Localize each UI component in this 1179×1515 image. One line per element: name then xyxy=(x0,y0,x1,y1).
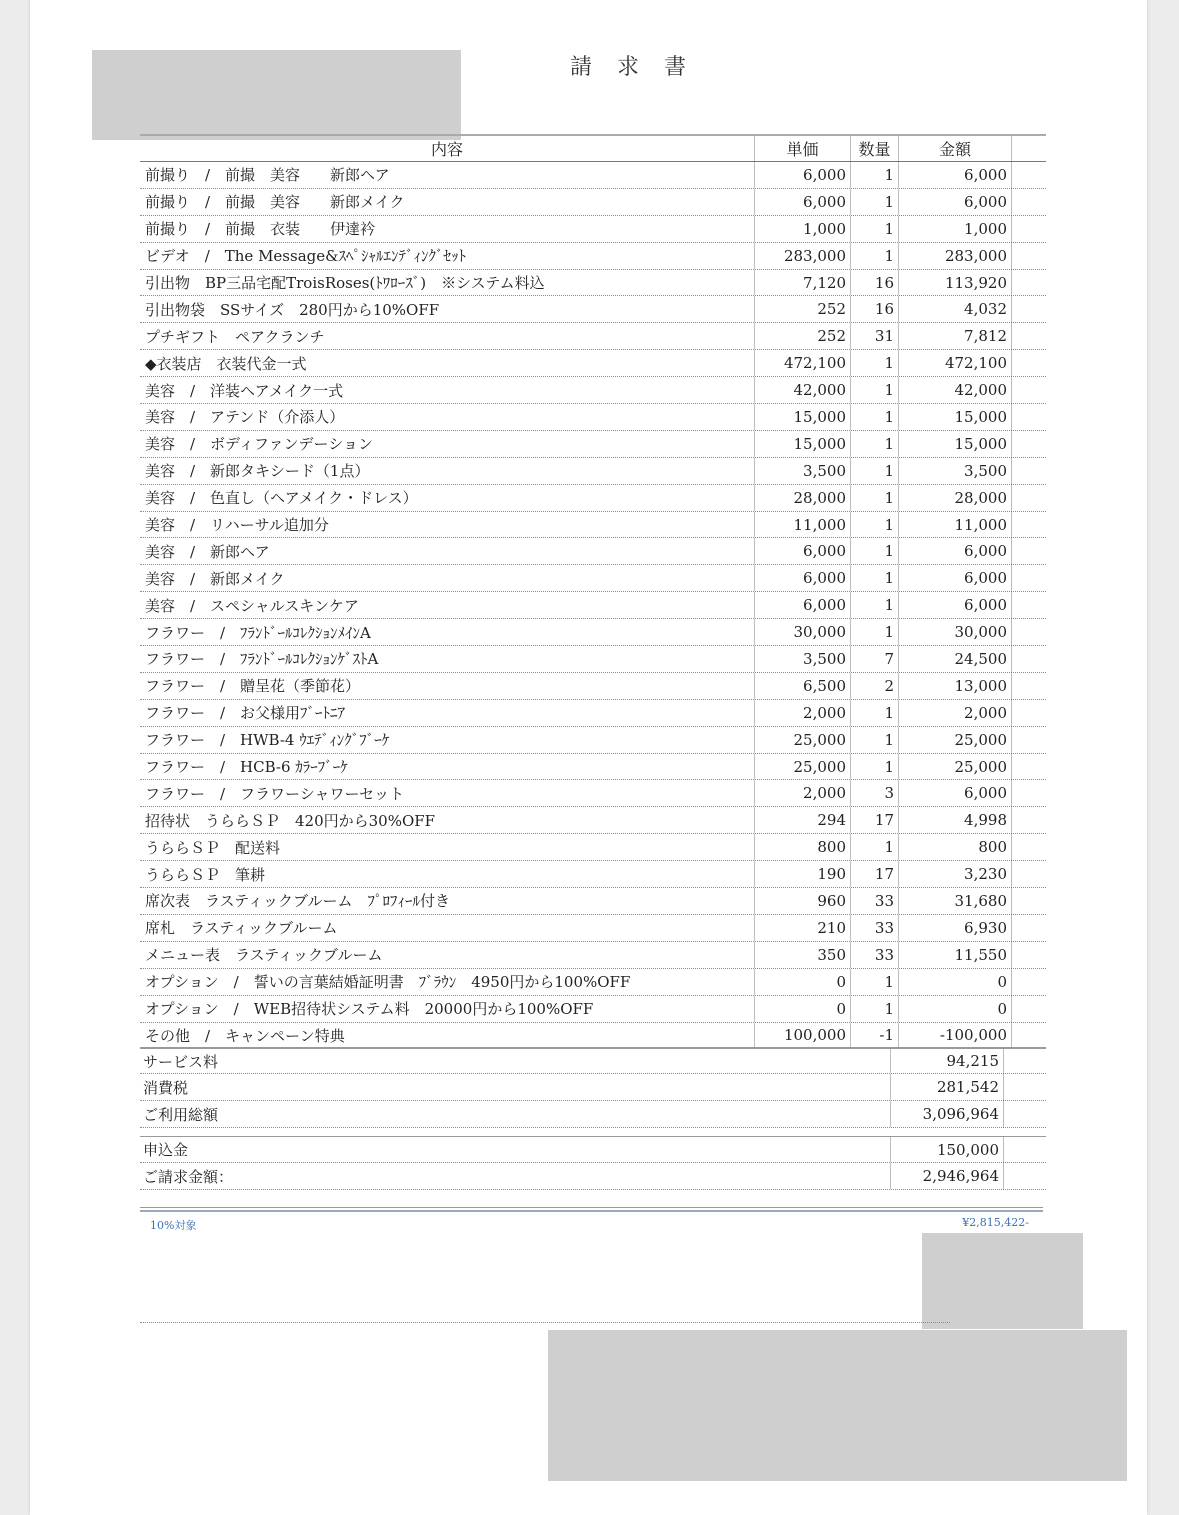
item-desc: フラワー / ﾌﾗﾝﾄﾞｰﾙｺﾚｸｼｮﾝｹﾞｽﾄA xyxy=(145,650,379,669)
table-row xyxy=(140,861,1046,888)
item-amount: 472,100 xyxy=(898,350,1012,376)
item-amount: 3,500 xyxy=(898,458,1012,484)
item-price: 294 xyxy=(754,807,850,833)
header-price: 単価 xyxy=(754,136,850,161)
table-row xyxy=(140,915,1046,942)
service-fee-row xyxy=(140,1047,1046,1074)
item-qty: 1 xyxy=(850,969,898,995)
item-amount: 7,812 xyxy=(898,323,1012,349)
item-desc: 引出物 BP三品宅配TroisRoses(ﾄﾜﾛｰｽﾞ) ※システム料込 xyxy=(145,274,545,292)
item-amount: 6,930 xyxy=(898,915,1012,941)
item-qty: 1 xyxy=(850,243,898,269)
item-qty: 31 xyxy=(850,323,898,349)
tax-target-amount: ¥2,815,422- xyxy=(962,1216,1029,1229)
table-row xyxy=(140,1023,1046,1050)
total-usage-amount: 3,096,964 xyxy=(890,1101,1004,1127)
redacted-block xyxy=(92,50,461,140)
item-price: 283,000 xyxy=(754,243,850,269)
table-row xyxy=(140,538,1046,565)
table-row xyxy=(140,942,1046,969)
item-amount: 15,000 xyxy=(898,431,1012,457)
item-desc: 前撮り / 前撮 美容 新郎メイク xyxy=(145,193,405,212)
item-qty: 1 xyxy=(850,162,898,188)
item-price: 6,000 xyxy=(754,189,850,215)
item-desc: 美容 / アテンド（介添人） xyxy=(145,408,345,427)
item-price: 800 xyxy=(754,834,850,860)
item-price: 0 xyxy=(754,996,850,1022)
item-amount: 6,000 xyxy=(898,565,1012,591)
item-desc: その他 / キャンペーン特典 xyxy=(145,1026,345,1045)
billing-amount-label: ご請求金額： xyxy=(143,1167,234,1186)
item-amount: 1,000 xyxy=(898,216,1012,242)
item-desc: 引出物袋 SSサイズ 280円から10%OFF xyxy=(145,300,440,319)
item-desc: フラワー / ﾌﾗﾝﾄﾞｰﾙｺﾚｸｼｮﾝﾒｲﾝA xyxy=(145,623,371,642)
item-amount: 4,998 xyxy=(898,807,1012,833)
table-row xyxy=(140,646,1046,673)
table-row xyxy=(140,404,1046,431)
item-amount: 4,032 xyxy=(898,296,1012,322)
item-amount: 11,550 xyxy=(898,942,1012,968)
item-amount: 6,000 xyxy=(898,189,1012,215)
item-price: 6,000 xyxy=(754,162,850,188)
item-price: 30,000 xyxy=(754,619,850,645)
item-price: 2,000 xyxy=(754,700,850,726)
item-qty: 1 xyxy=(850,619,898,645)
item-amount: 113,920 xyxy=(898,270,1012,296)
item-qty: 1 xyxy=(850,189,898,215)
billing-amount-row xyxy=(140,1163,1046,1190)
item-desc: フラワー / HWB-4 ｳｴﾃﾞｨﾝｸﾞﾌﾞｰｹ xyxy=(145,731,390,750)
item-price: 2,000 xyxy=(754,780,850,806)
item-desc: フラワー / お父様用ﾌﾞｰﾄﾆｱ xyxy=(145,704,346,723)
item-amount: 2,000 xyxy=(898,700,1012,726)
item-qty: 1 xyxy=(850,565,898,591)
table-row xyxy=(140,323,1046,350)
item-qty: -1 xyxy=(850,1023,898,1049)
header-amount: 金額 xyxy=(898,136,1012,161)
item-price: 472,100 xyxy=(754,350,850,376)
item-qty: 1 xyxy=(850,754,898,780)
item-qty: 1 xyxy=(850,538,898,564)
item-qty: 2 xyxy=(850,673,898,699)
item-qty: 33 xyxy=(850,915,898,941)
item-price: 15,000 xyxy=(754,431,850,457)
item-price: 6,000 xyxy=(754,538,850,564)
item-qty: 1 xyxy=(850,700,898,726)
table-row xyxy=(140,619,1046,646)
item-qty: 16 xyxy=(850,270,898,296)
item-desc: フラワー / HCB-6 ｶﾗｰﾌﾞｰｹ xyxy=(145,758,348,777)
table-row xyxy=(140,431,1046,458)
item-desc: ビデオ / The Message&ｽﾍﾟｼｬﾙｴﾝﾃﾞｨﾝｸﾞｾｯﾄ xyxy=(145,247,466,266)
item-price: 1,000 xyxy=(754,216,850,242)
table-row xyxy=(140,754,1046,781)
table-row xyxy=(140,565,1046,592)
table-row xyxy=(140,834,1046,861)
item-price: 7,120 xyxy=(754,270,850,296)
tax-target-row xyxy=(140,1210,1043,1234)
item-amount: 28,000 xyxy=(898,485,1012,511)
item-desc: プチギフト ペアクランチ xyxy=(145,327,325,346)
items-table xyxy=(140,134,1046,1049)
table-header xyxy=(140,134,1046,162)
item-qty: 33 xyxy=(850,942,898,968)
table-row xyxy=(140,162,1046,189)
table-row xyxy=(140,216,1046,243)
item-price: 11,000 xyxy=(754,512,850,538)
item-desc: 美容 / ボディファンデーション xyxy=(145,435,373,454)
item-amount: 800 xyxy=(898,834,1012,860)
table-row xyxy=(140,270,1046,297)
redacted-block xyxy=(922,1233,1083,1329)
item-qty: 33 xyxy=(850,888,898,914)
item-amount: 6,000 xyxy=(898,538,1012,564)
item-qty: 1 xyxy=(850,996,898,1022)
item-price: 25,000 xyxy=(754,754,850,780)
item-qty: 1 xyxy=(850,458,898,484)
item-amount: 24,500 xyxy=(898,646,1012,672)
consumption-tax-label: 消費税 xyxy=(143,1078,189,1097)
item-qty: 17 xyxy=(850,807,898,833)
total-usage-row xyxy=(140,1101,1046,1128)
item-amount: 6,000 xyxy=(898,780,1012,806)
item-price: 6,000 xyxy=(754,592,850,618)
item-price: 3,500 xyxy=(754,646,850,672)
item-desc: 席次表 ラスティックブルーム ﾌﾟﾛﾌｨｰﾙ付き xyxy=(145,892,450,911)
item-price: 350 xyxy=(754,942,850,968)
item-price: 3,500 xyxy=(754,458,850,484)
item-desc: 招待状 うららＳＰ 420円から30%OFF xyxy=(145,811,436,830)
item-price: 190 xyxy=(754,861,850,887)
item-amount: 31,680 xyxy=(898,888,1012,914)
item-qty: 1 xyxy=(850,350,898,376)
item-price: 0 xyxy=(754,969,850,995)
item-desc: 美容 / スペシャルスキンケア xyxy=(145,596,359,615)
item-amount: 13,000 xyxy=(898,673,1012,699)
item-amount: 25,000 xyxy=(898,754,1012,780)
item-desc: ◆衣装店 衣装代金一式 xyxy=(145,354,307,373)
item-price: 100,000 xyxy=(754,1023,850,1049)
item-qty: 1 xyxy=(850,512,898,538)
table-row xyxy=(140,727,1046,754)
item-desc: うららＳＰ 筆耕 xyxy=(145,865,266,884)
item-price: 252 xyxy=(754,296,850,322)
consumption-tax-row xyxy=(140,1074,1046,1101)
table-row xyxy=(140,350,1046,377)
item-desc: うららＳＰ 配送料 xyxy=(145,838,281,857)
item-desc: フラワー / フラワーシャワーセット xyxy=(145,784,405,803)
table-row xyxy=(140,673,1046,700)
item-desc: オプション / WEB招待状システム料 20000円から100%OFF xyxy=(145,1000,594,1019)
table-row xyxy=(140,592,1046,619)
item-price: 42,000 xyxy=(754,377,850,403)
table-row xyxy=(140,512,1046,539)
billing-amount-value: 2,946,964 xyxy=(890,1163,1004,1189)
table-row xyxy=(140,243,1046,270)
item-qty: 3 xyxy=(850,780,898,806)
item-amount: 0 xyxy=(898,969,1012,995)
header-qty: 数量 xyxy=(850,136,898,161)
table-row xyxy=(140,296,1046,323)
item-desc: オプション / 誓いの言葉結婚証明書 ﾌﾞﾗｳﾝ 4950円から100%OFF xyxy=(145,973,631,992)
item-price: 6,000 xyxy=(754,565,850,591)
item-desc: 美容 / 新郎ヘア xyxy=(145,542,270,561)
consumption-tax-amount: 281,542 xyxy=(890,1074,1004,1100)
item-desc: 前撮り / 前撮 美容 新郎ヘア xyxy=(145,166,390,185)
item-desc: 美容 / 洋装ヘアメイク一式 xyxy=(145,381,344,400)
table-row xyxy=(140,377,1046,404)
document-title: 請 求 書 xyxy=(570,55,695,80)
item-qty: 1 xyxy=(850,485,898,511)
table-row xyxy=(140,888,1046,915)
item-price: 960 xyxy=(754,888,850,914)
item-price: 25,000 xyxy=(754,727,850,753)
table-row xyxy=(140,189,1046,216)
table-row xyxy=(140,458,1046,485)
service-fee-label: サービス料 xyxy=(143,1052,219,1071)
item-qty: 16 xyxy=(850,296,898,322)
item-desc: 美容 / リハーサル追加分 xyxy=(145,516,329,535)
item-amount: 15,000 xyxy=(898,404,1012,430)
item-desc: 席札 ラスティックブルーム xyxy=(145,919,338,938)
item-qty: 1 xyxy=(850,727,898,753)
deposit-label: 申込金 xyxy=(143,1141,189,1159)
item-amount: 283,000 xyxy=(898,243,1012,269)
tax-target-label: 10%対象 xyxy=(150,1219,197,1232)
table-row xyxy=(140,485,1046,512)
item-amount: 6,000 xyxy=(898,162,1012,188)
item-amount: 42,000 xyxy=(898,377,1012,403)
item-desc: 美容 / 色直し（ヘアメイク・ドレス） xyxy=(145,489,418,508)
item-desc: メニュー表 ラスティックブルーム xyxy=(145,946,383,965)
item-qty: 1 xyxy=(850,834,898,860)
total-usage-label: ご利用総額 xyxy=(143,1105,219,1124)
item-amount: 25,000 xyxy=(898,727,1012,753)
item-price: 252 xyxy=(754,323,850,349)
table-row xyxy=(140,807,1046,834)
deposit-row xyxy=(140,1136,1046,1163)
table-row xyxy=(140,700,1046,727)
item-price: 28,000 xyxy=(754,485,850,511)
item-desc: 美容 / 新郎タキシード（1点） xyxy=(145,462,370,481)
item-qty: 1 xyxy=(850,377,898,403)
item-desc: フラワー / 贈呈花（季節花） xyxy=(145,677,361,696)
item-amount: 0 xyxy=(898,996,1012,1022)
item-amount: 3,230 xyxy=(898,861,1012,887)
divider xyxy=(140,1207,1043,1208)
item-qty: 7 xyxy=(850,646,898,672)
divider xyxy=(140,1322,950,1323)
item-qty: 1 xyxy=(850,404,898,430)
service-fee-amount: 94,215 xyxy=(890,1049,1004,1073)
item-price: 6,500 xyxy=(754,673,850,699)
table-row xyxy=(140,996,1046,1023)
item-price: 210 xyxy=(754,915,850,941)
invoice-page xyxy=(30,0,1147,1515)
table-row xyxy=(140,780,1046,807)
item-amount: 11,000 xyxy=(898,512,1012,538)
item-qty: 1 xyxy=(850,431,898,457)
deposit-amount: 150,000 xyxy=(890,1137,1004,1162)
item-amount: 30,000 xyxy=(898,619,1012,645)
item-qty: 1 xyxy=(850,216,898,242)
item-amount: -100,000 xyxy=(898,1023,1012,1049)
redacted-block xyxy=(548,1330,1127,1481)
item-desc: 美容 / 新郎メイク xyxy=(145,569,285,588)
item-amount: 6,000 xyxy=(898,592,1012,618)
summary-block xyxy=(140,1047,1046,1190)
header-desc: 内容 xyxy=(430,140,463,159)
item-price: 15,000 xyxy=(754,404,850,430)
item-qty: 17 xyxy=(850,861,898,887)
item-desc: 前撮り / 前撮 衣装 伊達衿 xyxy=(145,220,376,239)
table-row xyxy=(140,969,1046,996)
item-qty: 1 xyxy=(850,592,898,618)
